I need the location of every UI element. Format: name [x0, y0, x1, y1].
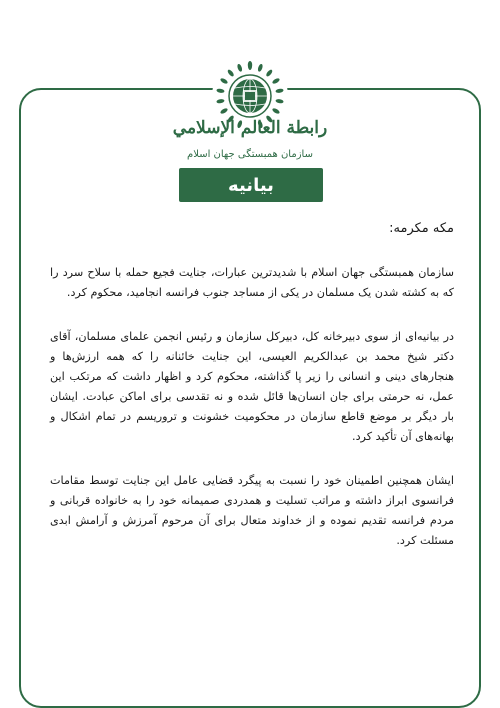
- paragraph-2: در بیانیه‌ای از سوی دبیرخانه کل، دبیرکل سازمان و رئیس انجمن علمای مسلمان، آقای دکتر شیخ محمد بن عبدالکریم العیسی، این جنایت خائنانه را که همه ارزش‌ها و هنجارهای دینی و انسانی را زیر پا گذاشته، محکوم کرد و اظهار داشت که مرتکب این عمل، نه حرمتی برای جان انسان‌ها قائل شده و نه تقدسی برای اماکن عبادت. ایشان بار دیگر بر موضع قاطع سازمان در محکومیت خشونت و تروریسم در تمام اشکال و بهانه‌های آن تأکید کرد.: [50, 330, 454, 443]
- statement-body: [50, 219, 454, 575]
- paragraph-3: ایشان همچنین اطمینان خود را نسبت به پیگرد قضایی عامل این جنایت توسط مقامات فرانسوی ابراز داشته و مراتب تسلیت و همدردی صمیمانه خود را به خانواده قربانی و مردم فرانسه تقدیم نموده و از خداوند متعال برای آن مرحوم آمرزش و آرامش ابدی مسئلت کرد.: [50, 474, 454, 547]
- org-name-arabic: رابطة العالم الإسلامي: [172, 118, 328, 138]
- paragraph-1: سازمان همبستگی جهان اسلام با شدیدترین عبارات، جنایت فجیع حمله با سلاح سرد را که به کشته شدن یک مسلمان در یکی از مساجد جنوب فرانسه انجامید، محکوم کرد.: [50, 266, 454, 299]
- statement-title-banner: [179, 168, 323, 202]
- salutation: مکه مکرمه:: [389, 221, 454, 236]
- statement-title: بیانیه: [228, 174, 274, 196]
- org-name-persian: سازمان همبستگی جهان اسلام: [187, 149, 313, 160]
